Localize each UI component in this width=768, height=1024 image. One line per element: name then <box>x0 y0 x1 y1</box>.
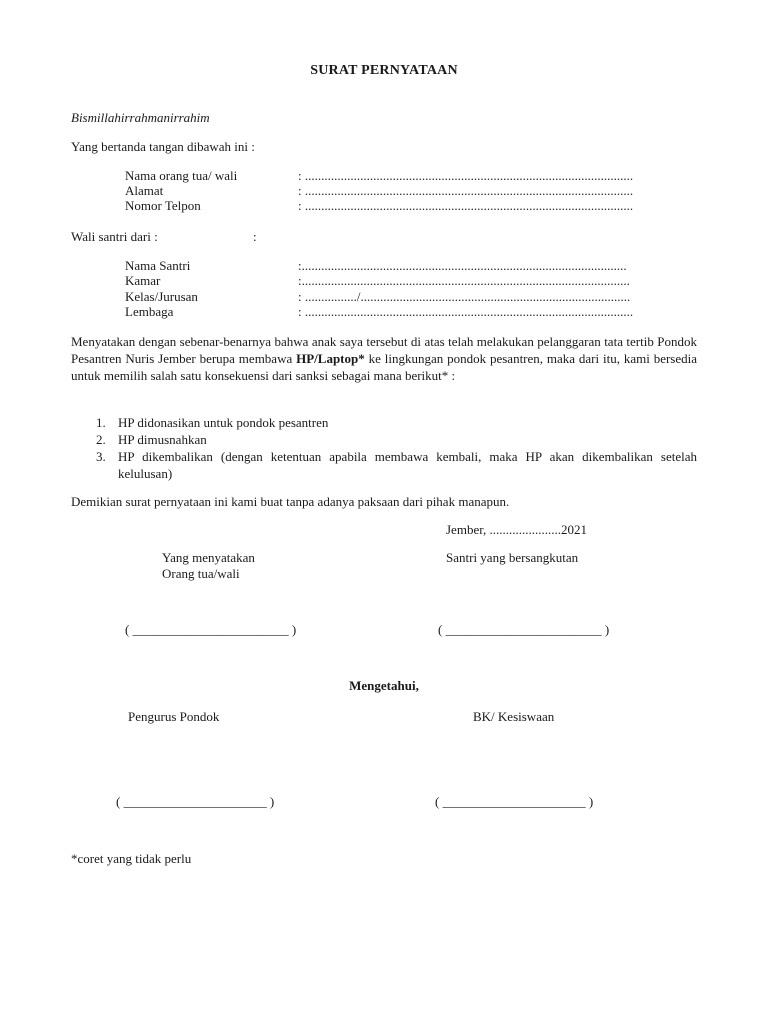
field-label-institution: Lembaga <box>125 304 174 319</box>
field-label-student-name: Nama Santri <box>125 258 191 273</box>
option-number: 1. <box>96 415 106 430</box>
acknowledger-left-role: Pengurus Pondok <box>128 709 220 724</box>
signature-blank-board: ( ______________________ ) <box>116 794 275 809</box>
field-label-address: Alamat <box>125 183 164 198</box>
field-value-phone: : ..................................................................................................... <box>298 198 634 213</box>
signature-blank-counseling: ( ______________________ ) <box>435 794 594 809</box>
wali-colon: : <box>253 229 257 244</box>
option-text: HP dikembalikan (dengan ketentuan apabila membawa kembali, maka HP akan dikembalikan setelah kelulusan) <box>118 449 697 481</box>
closing-statement: Demikian surat pernyataan ini kami buat tanpa adanya paksaan dari pihak manapun. <box>71 494 510 509</box>
place-date: Jember, ......................2021 <box>446 522 588 537</box>
field-value-parent-name: : ..................................................................................................... <box>298 168 634 183</box>
intro-text: Yang bertanda tangan dibawah ini : <box>71 139 255 154</box>
field-label-room: Kamar <box>125 273 161 288</box>
field-value-student-name: :.................................................................................................... <box>298 258 627 273</box>
statement-text-before: Menyatakan dengan sebenar-benarnya bahwa anak saya tersebut di atas telah melakukan pelanggaran tata tertib Pondok Pesantren Nuris Jember berupa membawa <box>71 334 697 366</box>
field-value-class-major: : ................/................................................................................... <box>298 289 631 304</box>
statement-text-after: ke lingkungan pondok pesantren, maka dari itu, kami bersedia untuk memilih salah satu konsekuensi dari sanksi sebagai mana berikut* : <box>71 351 698 383</box>
acknowledge-heading: Mengetahui, <box>349 678 419 693</box>
option-text: HP dimusnahkan <box>118 432 207 447</box>
field-value-room: :..................................................................................................... <box>298 273 630 288</box>
signer-right-role: Santri yang bersangkutan <box>446 550 579 565</box>
signer-left-subtitle: Orang tua/wali <box>162 566 240 581</box>
statement-paragraph <box>71 333 697 384</box>
field-value-address: : ..................................................................................................... <box>298 183 634 198</box>
field-label-class-major: Kelas/Jurusan <box>125 289 198 304</box>
signer-left-role: Yang menyatakan <box>162 550 255 565</box>
statement-bold-device: HP/Laptop* <box>296 351 365 366</box>
option-text: HP didonasikan untuk pondok pesantren <box>118 415 329 430</box>
option-number: 3. <box>96 449 106 464</box>
document-title: SURAT PERNYATAAN <box>310 63 458 78</box>
signature-blank-student: ( ________________________ ) <box>438 622 610 637</box>
acknowledger-right-role: BK/ Kesiswaan <box>473 709 555 724</box>
footnote: *coret yang tidak perlu <box>71 851 192 866</box>
field-value-institution: : ..................................................................................................... <box>298 304 634 319</box>
wali-label: Wali santri dari : <box>71 229 158 244</box>
field-label-parent-name: Nama orang tua/ wali <box>125 168 238 183</box>
option-number: 2. <box>96 432 106 447</box>
opening-greeting: Bismillahirrahmanirrahim <box>71 110 210 125</box>
signature-blank-parent: ( ________________________ ) <box>125 622 297 637</box>
field-label-phone: Nomor Telpon <box>125 198 201 213</box>
